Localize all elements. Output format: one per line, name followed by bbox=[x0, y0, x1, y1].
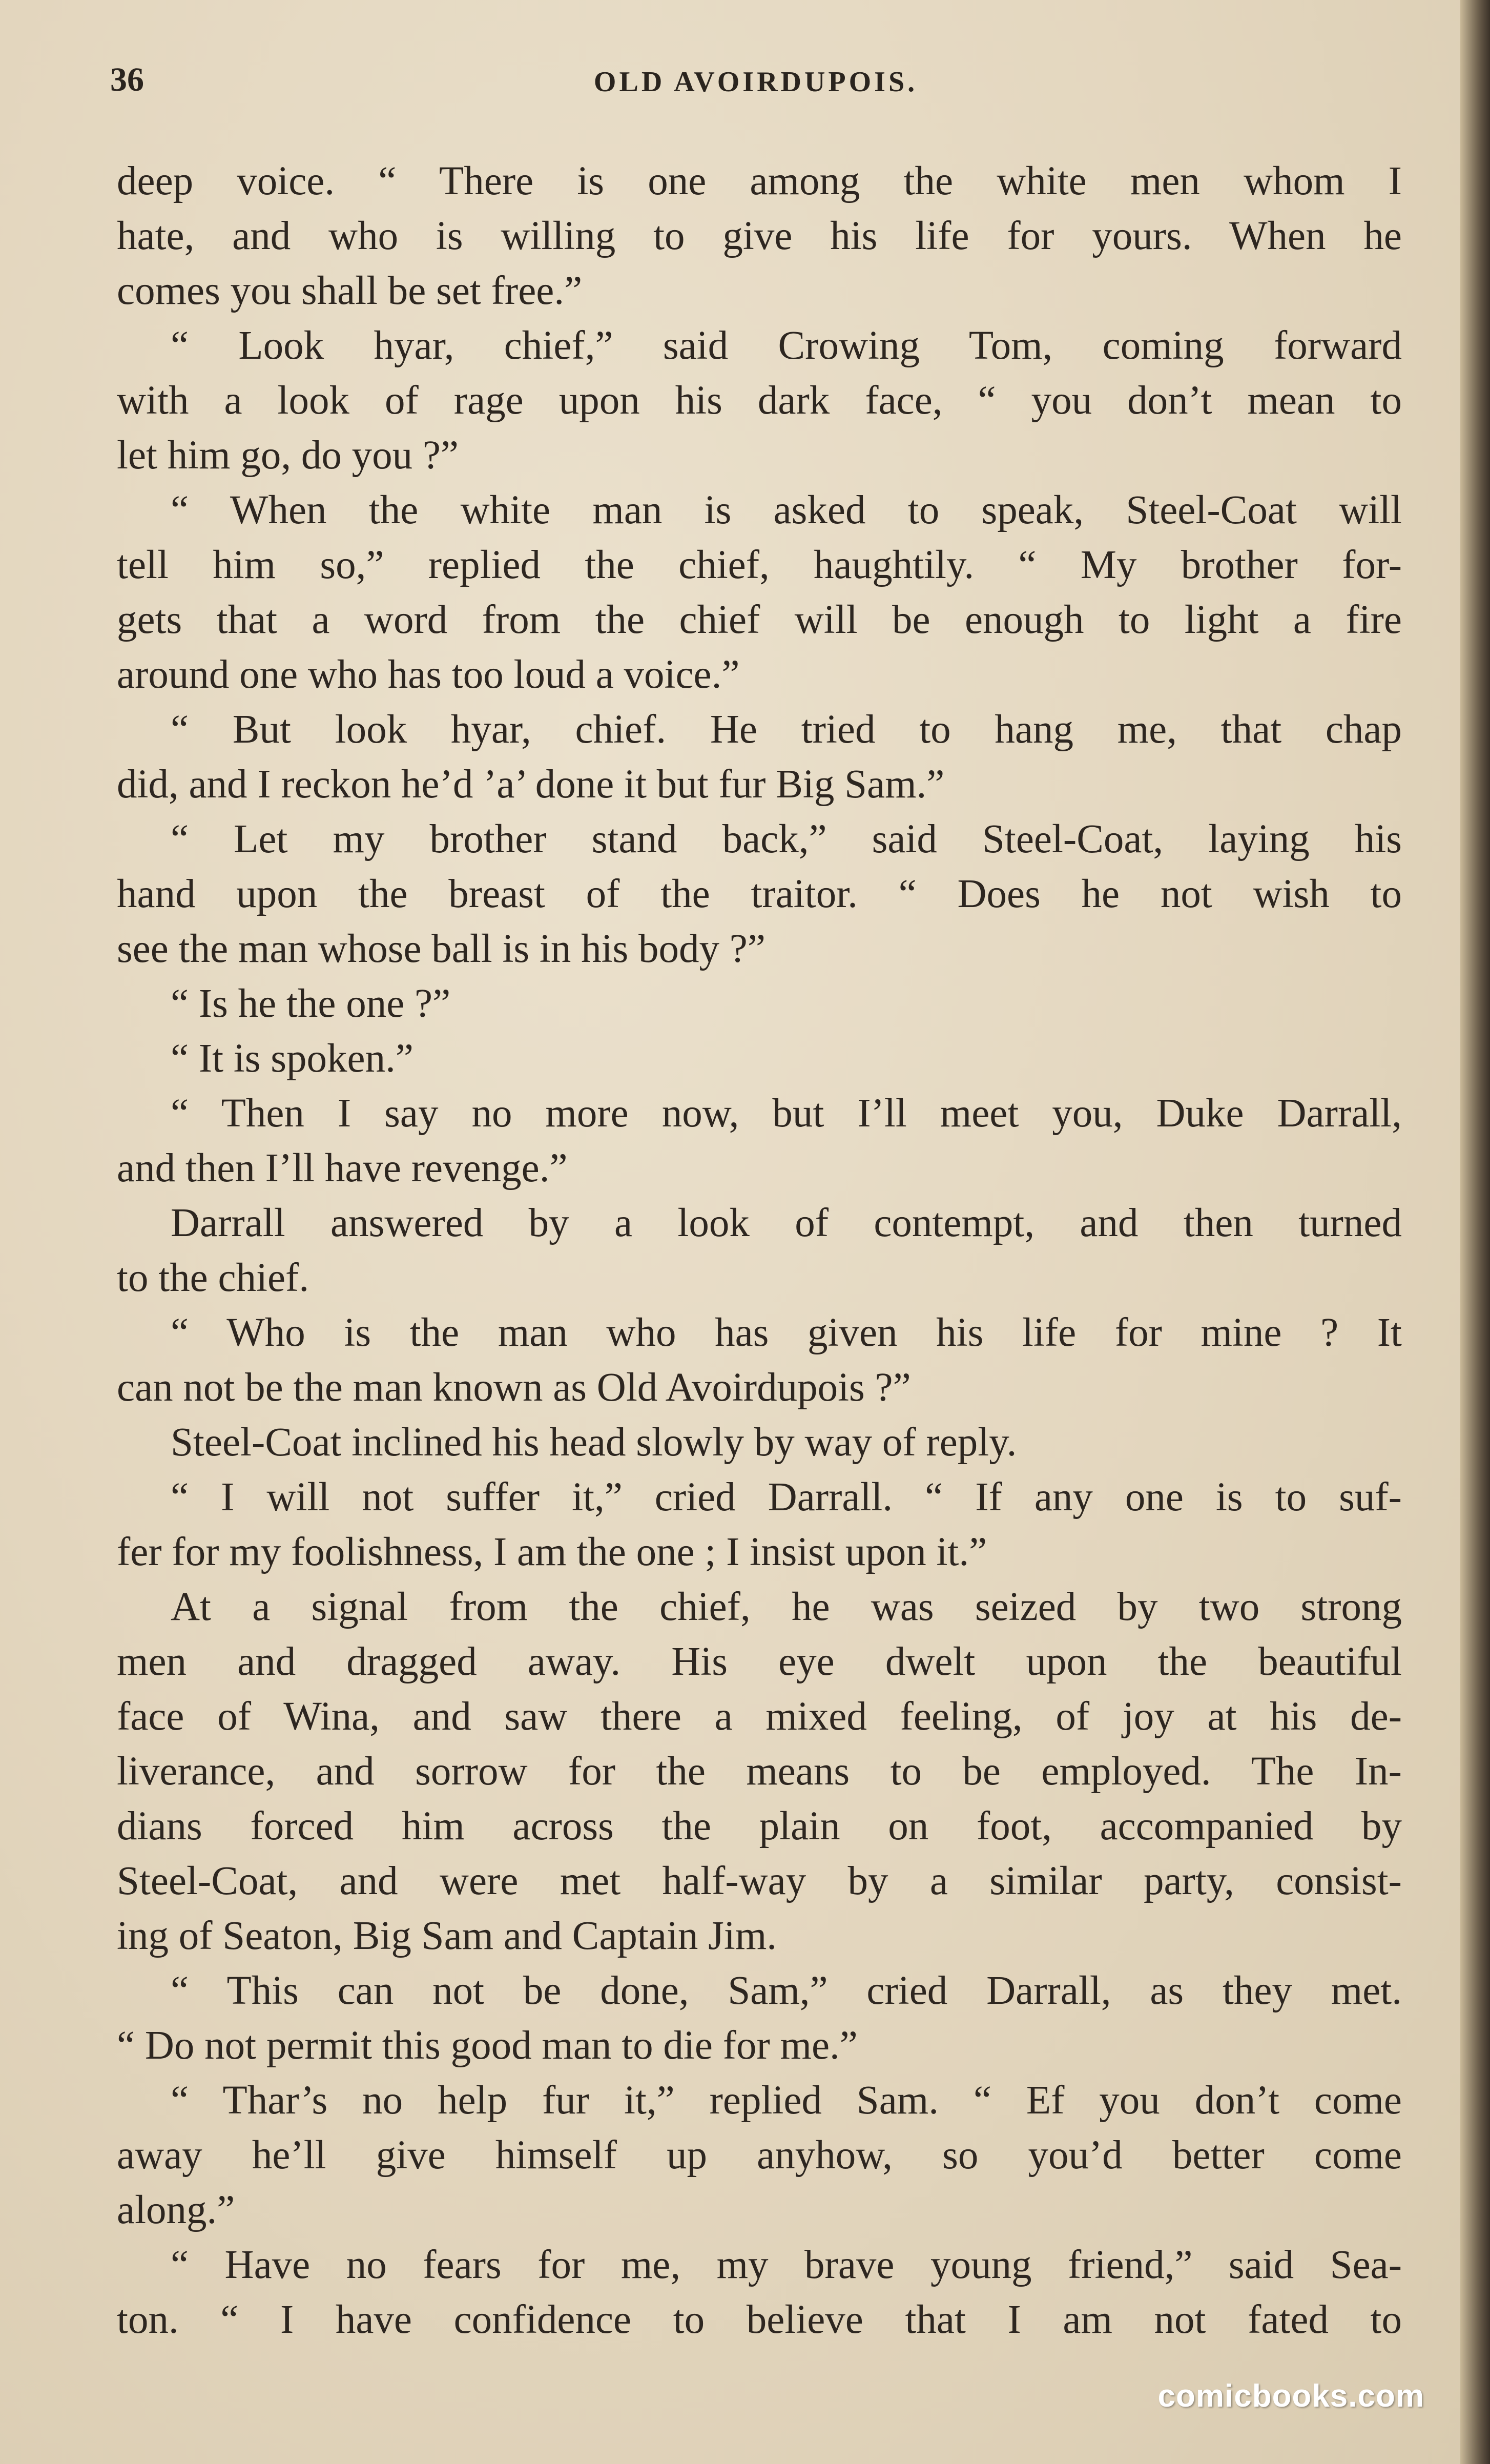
text-line: dians forced him across the plain on foot, accompanied by bbox=[117, 1804, 1402, 1849]
text-line: fer for my foolishness, I am the one ; I insist upon it.” bbox=[117, 1530, 987, 1574]
page-edge bbox=[1460, 0, 1490, 2464]
body-text bbox=[117, 154, 1402, 2347]
text-line: Steel-Coat inclined his head slowly by way of reply. bbox=[171, 1420, 1017, 1465]
text-line: “ Let my brother stand back,” said Steel-Coat, laying his bbox=[171, 817, 1402, 861]
text-line: “ Who is the man who has given his life for mine ? It bbox=[171, 1310, 1402, 1355]
text-line: At a signal from the chief, he was seized by two strong bbox=[171, 1585, 1402, 1629]
text-line: “ Is he the one ?” bbox=[171, 981, 451, 1026]
text-line: “ Then I say no more now, but I’ll meet you, Duke Darrall, bbox=[171, 1091, 1402, 1136]
page-number: 36 bbox=[110, 61, 144, 98]
text-line: Steel-Coat, and were met half-way by a similar party, consist- bbox=[117, 1859, 1402, 1903]
text-line: face of Wina, and saw there a mixed feeling, of joy at his de- bbox=[117, 1694, 1402, 1739]
text-line: along.” bbox=[117, 2188, 235, 2232]
text-line: ing of Seaton, Big Sam and Captain Jim. bbox=[117, 1914, 777, 1958]
text-line: “ Thar’s no help fur it,” replied Sam. “ Ef you don’t come bbox=[171, 2078, 1402, 2123]
text-line: “ Do not permit this good man to die for me.” bbox=[117, 2023, 858, 2068]
watermark: comicbooks.com bbox=[1157, 2378, 1424, 2414]
text-line: “ Look hyar, chief,” said Crowing Tom, coming forward bbox=[171, 323, 1402, 368]
text-line: “ When the white man is asked to speak, Steel-Coat will bbox=[171, 488, 1402, 532]
text-line: liverance, and sorrow for the means to be employed. The In- bbox=[117, 1749, 1402, 1794]
text-line: to the chief. bbox=[117, 1256, 309, 1300]
text-line: “ It is spoken.” bbox=[171, 1036, 413, 1081]
text-line: deep voice. “ There is one among the white men whom I bbox=[117, 159, 1402, 203]
text-line: “ This can not be done, Sam,” cried Darrall, as they met. bbox=[171, 1968, 1402, 2013]
text-line: see the man whose ball is in his body ?” bbox=[117, 927, 765, 971]
text-line: around one who has too loud a voice.” bbox=[117, 652, 740, 697]
text-line: can not be the man known as Old Avoirdupois ?” bbox=[117, 1365, 911, 1410]
text-line: ton. “ I have confidence to believe that I am not fated to bbox=[117, 2297, 1402, 2342]
text-line: “ Have no fears for me, my brave young friend,” said Sea- bbox=[171, 2243, 1402, 2287]
text-line: “ But look hyar, chief. He tried to hang me, that chap bbox=[171, 707, 1402, 752]
text-line: and then I’ll have revenge.” bbox=[117, 1146, 568, 1190]
text-line: did, and I reckon he’d ’a’ done it but fur Big Sam.” bbox=[117, 762, 945, 807]
text-line: hate, and who is willing to give his life for yours. When he bbox=[117, 214, 1402, 258]
text-line: away he’ll give himself up anyhow, so you’d better come bbox=[117, 2133, 1402, 2178]
text-line: tell him so,” replied the chief, haughtily. “ My brother for- bbox=[117, 543, 1402, 587]
text-line: Darrall answered by a look of contempt, and then turned bbox=[171, 1201, 1402, 1245]
text-line: let him go, do you ?” bbox=[117, 433, 459, 478]
text-line: “ I will not suffer it,” cried Darrall. “ If any one is to suf- bbox=[171, 1475, 1402, 1520]
text-line: men and dragged away. His eye dwelt upon the beautiful bbox=[117, 1639, 1402, 1684]
text-line: comes you shall be set free.” bbox=[117, 269, 583, 313]
running-title: OLD AVOIRDUPOIS. bbox=[593, 66, 918, 98]
text-line: gets that a word from the chief will be enough to light a fire bbox=[117, 598, 1402, 642]
text-line: hand upon the breast of the traitor. “ Does he not wish to bbox=[117, 872, 1402, 916]
text-line: with a look of rage upon his dark face, “ you don’t mean to bbox=[117, 378, 1402, 423]
running-head bbox=[110, 60, 1401, 117]
